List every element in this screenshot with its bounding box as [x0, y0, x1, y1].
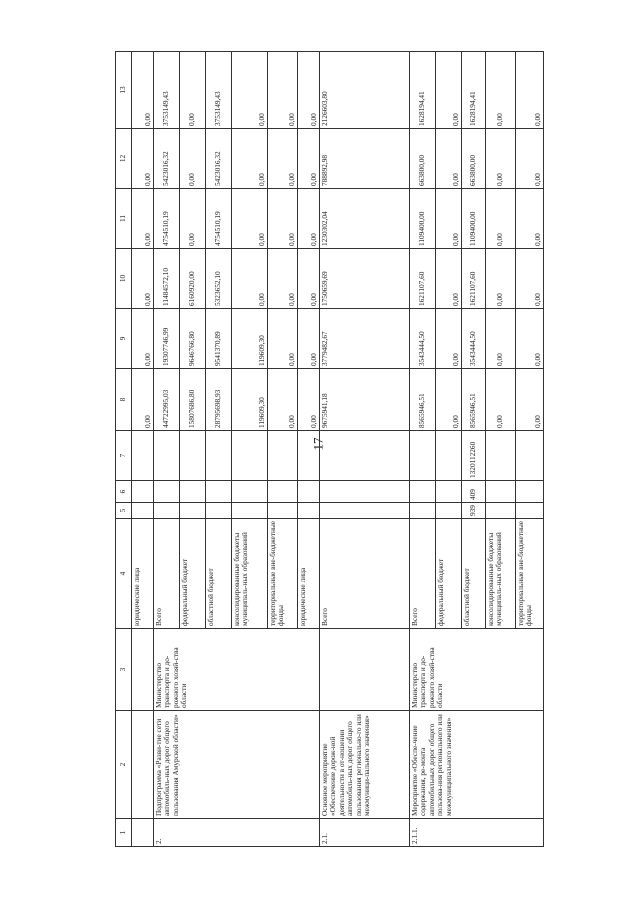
cell-executor: Министерство транспорта и до-рожного хозяй-ства области	[154, 629, 320, 711]
cell-index: 2.	[154, 819, 320, 847]
cell-source: федеральный бюджет	[436, 519, 462, 629]
cell-amount: 0,00	[486, 369, 516, 431]
cell-amount: 0,00	[268, 129, 298, 189]
cell-executor: Министерство транспорта и до-рожного хозяй-ства области	[410, 629, 544, 711]
cell-amount: 1628194,41	[462, 52, 486, 129]
cell-amount: 0,00	[132, 369, 154, 431]
header-cell: 5	[116, 503, 132, 519]
cell-amount: 3543444,50	[410, 309, 436, 369]
cell-code	[268, 431, 298, 481]
cell-code	[516, 481, 544, 503]
cell-amount: 6160920,00	[180, 249, 206, 309]
cell-index	[132, 819, 154, 847]
header-cell: 6	[116, 481, 132, 503]
cell-amount: 0,00	[486, 309, 516, 369]
cell-code	[486, 503, 516, 519]
cell-amount: 663800,00	[410, 129, 436, 189]
cell-code: 939	[462, 503, 486, 519]
cell-amount: 0,00	[298, 249, 320, 309]
cell-amount: 0,00	[298, 189, 320, 249]
cell-code	[180, 503, 206, 519]
cell-amount: 0,00	[268, 189, 298, 249]
header-cell: 11	[116, 189, 132, 249]
cell-code	[436, 431, 462, 481]
cell-code	[486, 431, 516, 481]
cell-code	[206, 431, 232, 481]
cell-amount: 0,00	[268, 369, 298, 431]
header-row	[116, 52, 132, 847]
cell-amount: 5323652,10	[206, 249, 232, 309]
header-cell: 2	[116, 711, 132, 819]
cell-amount: 3779482,67	[320, 309, 410, 369]
cell-amount: 0,00	[486, 129, 516, 189]
budget-table	[115, 51, 544, 847]
cell-name: Мероприятие «Обеспе-чение содержания, ре-монта автомобильных дорог общего пользова-ния регионального или межмуниципального значения»	[410, 711, 544, 819]
cell-amount: 0,00	[436, 52, 462, 129]
cell-amount: 119609,30	[232, 369, 268, 431]
cell-code	[132, 503, 154, 519]
cell-code	[180, 431, 206, 481]
cell-code	[436, 481, 462, 503]
cell-source: юридические лица	[132, 519, 154, 629]
cell-code	[180, 481, 206, 503]
cell-name	[132, 711, 154, 819]
cell-code	[410, 503, 436, 519]
cell-amount: 11484572,10	[154, 249, 180, 309]
cell-source: консолидированные бюджеты муниципаль-ных образований	[232, 519, 268, 629]
cell-code	[410, 431, 436, 481]
cell-source: территориальные вне-бюджетные фонды	[516, 519, 544, 629]
cell-amount: 0,00	[232, 189, 268, 249]
table-row	[320, 52, 410, 847]
cell-code	[132, 481, 154, 503]
cell-amount: 0,00	[132, 129, 154, 189]
cell-amount: 0,00	[436, 189, 462, 249]
cell-code	[268, 503, 298, 519]
cell-code	[154, 503, 180, 519]
cell-source: Всего	[320, 519, 410, 629]
cell-code: 409	[462, 481, 486, 503]
cell-amount: 3753149,43	[154, 52, 180, 129]
cell-amount: 15807686,80	[180, 369, 206, 431]
cell-source: Всего	[154, 519, 180, 629]
cell-amount: 0,00	[180, 129, 206, 189]
cell-amount: 0,00	[298, 369, 320, 431]
cell-amount: 0,00	[436, 369, 462, 431]
cell-code	[268, 481, 298, 503]
cell-amount: 0,00	[516, 369, 544, 431]
table-row	[154, 52, 180, 847]
cell-source: федеральный бюджет	[180, 519, 206, 629]
cell-code	[154, 481, 180, 503]
header-cell: 3	[116, 629, 132, 711]
cell-amount: 663800,00	[462, 129, 486, 189]
cell-source: юридические лица	[298, 519, 320, 629]
cell-code	[298, 431, 320, 481]
cell-code	[320, 431, 410, 481]
cell-amount: 3543444,50	[462, 309, 486, 369]
cell-amount: 4754510,19	[154, 189, 180, 249]
cell-code	[232, 503, 268, 519]
cell-amount: 1230302,04	[320, 189, 410, 249]
cell-code	[320, 481, 410, 503]
cell-amount: 19307746,99	[154, 309, 180, 369]
cell-amount: 0,00	[180, 52, 206, 129]
cell-amount: 788892,98	[320, 129, 410, 189]
cell-amount: 0,00	[232, 129, 268, 189]
cell-amount: 0,00	[486, 189, 516, 249]
cell-code	[410, 481, 436, 503]
table-row	[132, 52, 154, 847]
cell-index: 2.1.	[320, 819, 410, 847]
cell-code	[486, 481, 516, 503]
header-cell: 1	[116, 819, 132, 847]
cell-amount: 0,00	[436, 249, 462, 309]
header-cell: 4	[116, 519, 132, 629]
cell-index: 2.1.1.	[410, 819, 544, 847]
cell-amount: 0,00	[132, 249, 154, 309]
header-cell: 13	[116, 52, 132, 129]
cell-amount: 5423016,32	[154, 129, 180, 189]
header-cell: 12	[116, 129, 132, 189]
cell-amount: 44722995,03	[154, 369, 180, 431]
header-cell: 10	[116, 249, 132, 309]
cell-code	[232, 431, 268, 481]
cell-amount: 0,00	[298, 52, 320, 129]
cell-amount: 0,00	[436, 309, 462, 369]
cell-amount: 8565946,51	[462, 369, 486, 431]
cell-code	[154, 431, 180, 481]
cell-code	[206, 503, 232, 519]
cell-code: 1320112260	[462, 431, 486, 481]
cell-code	[206, 481, 232, 503]
cell-code	[320, 503, 410, 519]
cell-amount: 0,00	[268, 52, 298, 129]
cell-amount: 0,00	[132, 309, 154, 369]
cell-amount: 0,00	[486, 52, 516, 129]
cell-amount: 0,00	[486, 249, 516, 309]
cell-source: территориальные вне-бюджетные фонды	[268, 519, 298, 629]
cell-amount: 1621107,60	[462, 249, 486, 309]
cell-executor	[132, 629, 154, 711]
cell-amount: 9541370,89	[206, 309, 232, 369]
cell-amount: 0,00	[132, 189, 154, 249]
cell-source: Всего	[410, 519, 436, 629]
cell-amount: 0,00	[516, 189, 544, 249]
header-cell: 7	[116, 431, 132, 481]
cell-amount: 1109400,00	[462, 189, 486, 249]
cell-amount: 0,00	[132, 52, 154, 129]
cell-amount: 2126603,80	[320, 52, 410, 129]
cell-amount: 0,00	[232, 249, 268, 309]
budget-table-sheet	[115, 52, 542, 847]
cell-amount: 0,00	[298, 309, 320, 369]
cell-amount: 0,00	[268, 309, 298, 369]
cell-amount: 9675941,18	[320, 369, 410, 431]
cell-amount: 1628194,41	[410, 52, 436, 129]
cell-amount: 0,00	[436, 129, 462, 189]
cell-amount: 119609,30	[232, 309, 268, 369]
cell-amount: 0,00	[298, 129, 320, 189]
cell-amount: 28795698,93	[206, 369, 232, 431]
cell-amount: 0,00	[232, 52, 268, 129]
cell-executor	[320, 629, 410, 711]
cell-source: областной бюджет	[206, 519, 232, 629]
cell-amount: 1109400,00	[410, 189, 436, 249]
cell-amount: 9646766,80	[180, 309, 206, 369]
table-row	[410, 52, 436, 847]
cell-amount: 0,00	[516, 52, 544, 129]
cell-code	[298, 481, 320, 503]
header-cell: 9	[116, 309, 132, 369]
cell-amount: 0,00	[516, 129, 544, 189]
cell-code	[436, 503, 462, 519]
page-number: 17	[310, 437, 326, 451]
cell-amount: 0,00	[516, 309, 544, 369]
cell-code	[132, 431, 154, 481]
rotated-table-frame	[115, 52, 542, 847]
cell-amount: 0,00	[180, 189, 206, 249]
cell-code	[232, 481, 268, 503]
cell-amount: 1621107,60	[410, 249, 436, 309]
cell-amount: 8565946,51	[410, 369, 436, 431]
cell-code	[516, 431, 544, 481]
cell-amount: 1750659,69	[320, 249, 410, 309]
cell-code	[516, 503, 544, 519]
cell-name: Подпрограмма «Разви-тие сети автомобиль-ных дорог общего пользования Амурской области»	[154, 711, 320, 819]
cell-source: областной бюджет	[462, 519, 486, 629]
header-cell: 8	[116, 369, 132, 431]
cell-amount: 0,00	[516, 249, 544, 309]
cell-code	[298, 503, 320, 519]
cell-amount: 5423016,32	[206, 129, 232, 189]
cell-source: консолидированные бюджеты муниципаль-ных образований	[486, 519, 516, 629]
cell-amount: 3753149,43	[206, 52, 232, 129]
cell-name: Основное мероприятие «Обеспечение дорож-ной деятельности в от-ношении автомобиль-ных дорог общего пользования регионально-го или межмуници-пального значения»	[320, 711, 410, 819]
cell-amount: 4754510,19	[206, 189, 232, 249]
cell-amount: 0,00	[268, 249, 298, 309]
